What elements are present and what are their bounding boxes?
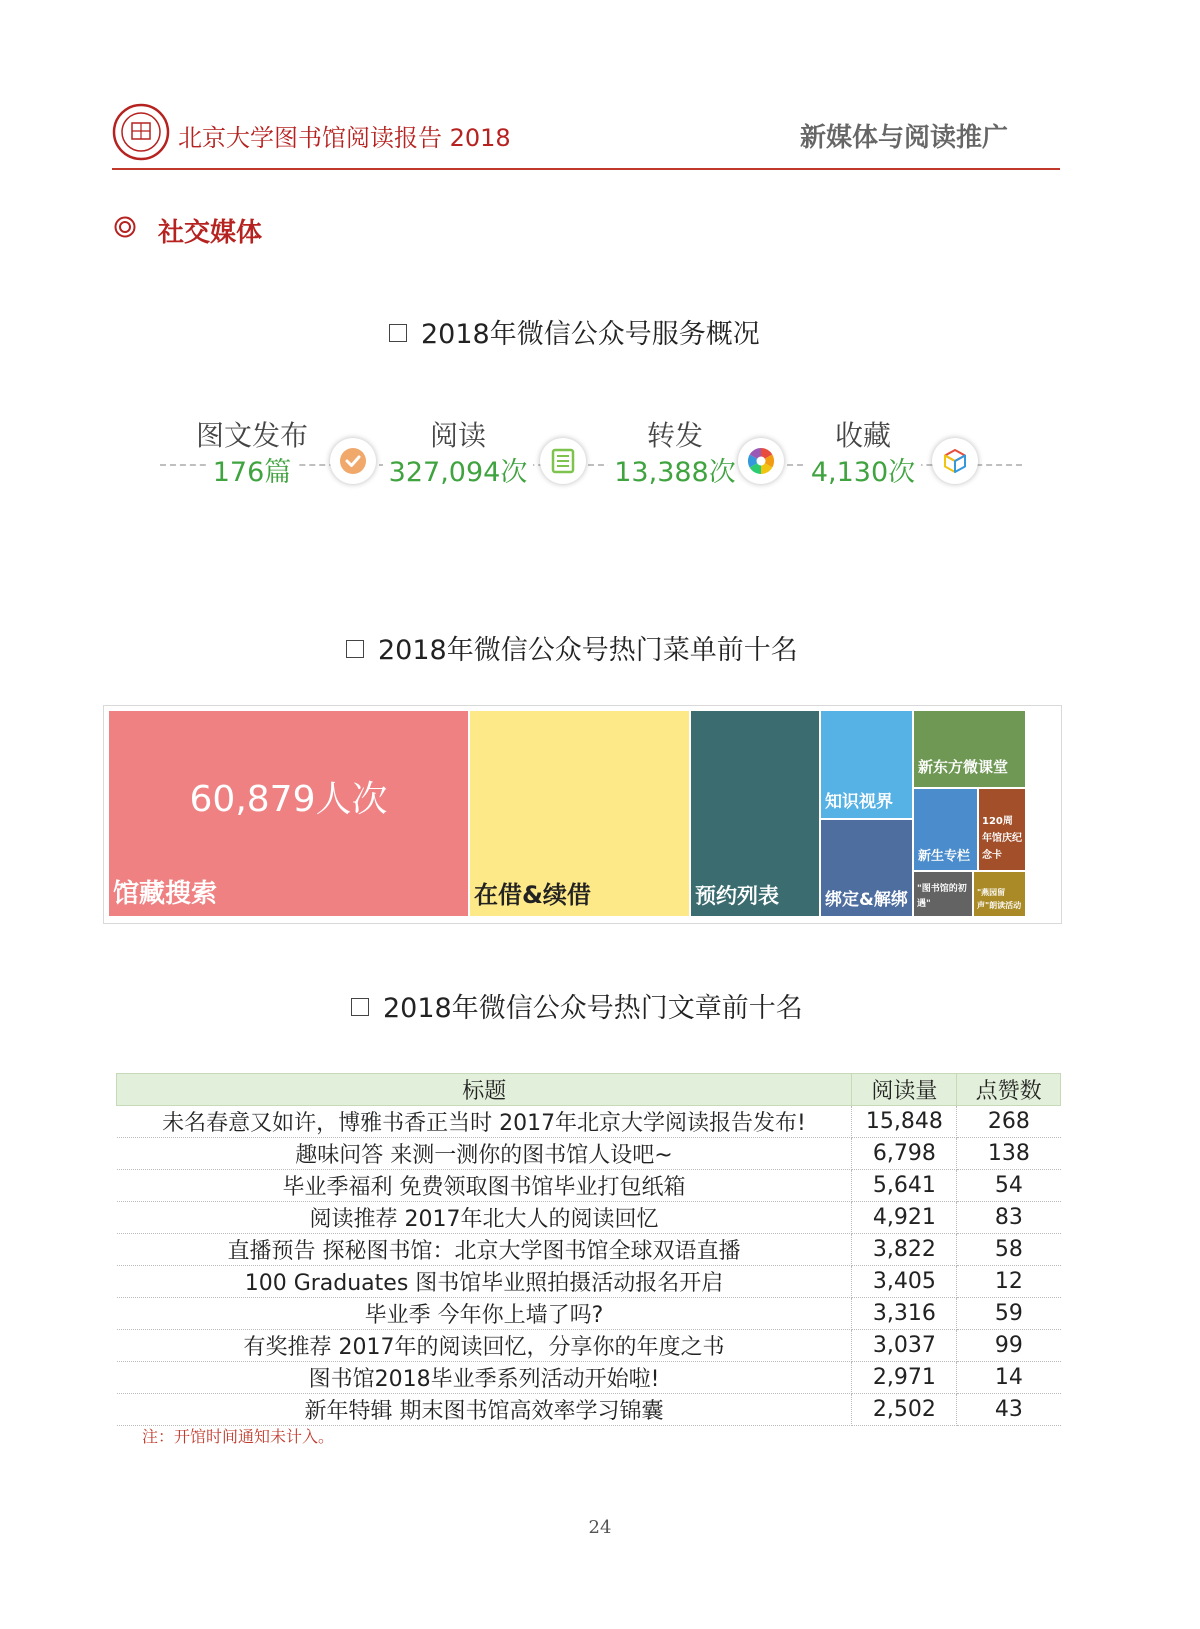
article-reads: 2,971 <box>852 1362 957 1394</box>
tile-knowledge-vision <box>820 710 913 819</box>
tile-label: 新东方微课堂 <box>918 758 1009 776</box>
table-row <box>117 1170 1061 1202</box>
stat-value: 176篇 <box>207 457 298 488</box>
article-title: 新年特辑 期末图书馆高效率学习锦囊 <box>117 1394 852 1426</box>
tile-freshman <box>913 788 978 871</box>
cube-icon <box>932 438 978 484</box>
library-logo <box>112 103 170 161</box>
tile-borrow-renew <box>469 710 690 917</box>
stat-label: 图文发布 <box>190 419 314 452</box>
article-likes: 14 <box>957 1362 1061 1394</box>
article-title: 图书馆2018毕业季系列活动开始啦! <box>117 1362 852 1394</box>
tile-label: 新生专栏 <box>918 849 971 864</box>
column-header-title: 标题 <box>117 1074 852 1106</box>
stat-reads <box>368 418 548 492</box>
tile-new-oriental <box>913 710 1026 788</box>
stat-value: 4,130次 <box>805 457 921 488</box>
square-bullet-icon <box>389 324 407 342</box>
tile-library-encounter <box>913 871 973 917</box>
article-title: 阅读推荐 2017年北大人的阅读回忆 <box>117 1202 852 1234</box>
table-row <box>117 1234 1061 1266</box>
document-icon <box>540 438 586 484</box>
page-number: 24 <box>588 1517 612 1538</box>
article-likes: 99 <box>957 1330 1061 1362</box>
tile-highlight-value: 60,879人次 <box>189 779 388 820</box>
square-bullet-icon <box>351 998 369 1016</box>
articles-subtitle: 2018年微信公众号热门文章前十名 <box>351 986 803 1025</box>
menu-treemap <box>103 705 1062 924</box>
article-reads: 3,037 <box>852 1330 957 1362</box>
article-reads: 3,822 <box>852 1234 957 1266</box>
section-title: 社交媒体 <box>158 218 263 248</box>
tile-label: 在借&续借 <box>474 881 591 909</box>
square-bullet-icon <box>346 640 364 658</box>
article-likes: 59 <box>957 1298 1061 1330</box>
tile-bind-unbind <box>820 819 913 917</box>
table-header-row <box>117 1074 1061 1106</box>
stat-favorites <box>788 418 938 492</box>
tile-label: 知识视界 <box>825 792 893 812</box>
tile-anniversary-card <box>978 788 1026 871</box>
article-title: 有奖推荐 2017年的阅读回忆，分享你的年度之书 <box>117 1330 852 1362</box>
stat-articles <box>182 418 322 492</box>
stat-shares <box>590 418 760 492</box>
tile-reservation-list <box>690 710 820 917</box>
article-title: 未名春意又如许，博雅书香正当时 2017年北京大学阅读报告发布! <box>117 1106 852 1138</box>
header-divider <box>112 168 1060 170</box>
tile-label: 绑定&解绑 <box>825 890 908 910</box>
stat-label: 收藏 <box>829 419 897 452</box>
double-circle-icon <box>114 216 136 238</box>
article-likes: 138 <box>957 1138 1061 1170</box>
tile-label: "燕园留声"朗读活动 <box>977 888 1022 910</box>
table-row <box>117 1266 1061 1298</box>
stat-value: 327,094次 <box>383 457 534 488</box>
article-title: 毕业季福利 免费领取图书馆毕业打包纸箱 <box>117 1170 852 1202</box>
report-title: 北京大学图书馆阅读报告 2018 <box>178 124 511 152</box>
tile-label: 120周年馆庆纪念卡 <box>982 816 1022 861</box>
chapter-title: 新媒体与阅读推广 <box>800 123 1009 153</box>
article-title: 100 Graduates 图书馆毕业照拍摄活动报名开启 <box>117 1266 852 1298</box>
article-reads: 6,798 <box>852 1138 957 1170</box>
tile-label: 预约列表 <box>695 884 779 908</box>
tile-label: 馆藏搜索 <box>113 879 218 909</box>
stat-label: 阅读 <box>424 419 492 452</box>
tile-label: "图书馆的初遇" <box>917 884 967 909</box>
article-likes: 43 <box>957 1394 1061 1426</box>
stats-row <box>160 418 1030 518</box>
tile-reading-aloud <box>973 871 1026 917</box>
article-likes: 268 <box>957 1106 1061 1138</box>
article-title: 毕业季 今年你上墙了吗? <box>117 1298 852 1330</box>
table-row <box>117 1202 1061 1234</box>
table-row <box>117 1362 1061 1394</box>
article-reads: 15,848 <box>852 1106 957 1138</box>
article-likes: 58 <box>957 1234 1061 1266</box>
article-likes: 54 <box>957 1170 1061 1202</box>
menu-subtitle: 2018年微信公众号热门菜单前十名 <box>346 628 798 667</box>
article-reads: 3,316 <box>852 1298 957 1330</box>
table-row <box>117 1394 1061 1426</box>
footnote: 注：开馆时间通知未计入。 <box>142 1427 335 1446</box>
table-row <box>117 1106 1061 1138</box>
article-reads: 5,641 <box>852 1170 957 1202</box>
column-header-likes: 点赞数 <box>957 1074 1061 1106</box>
table-row <box>117 1138 1061 1170</box>
column-header-reads: 阅读量 <box>852 1074 957 1106</box>
article-likes: 83 <box>957 1202 1061 1234</box>
stat-value: 13,388次 <box>608 457 741 488</box>
article-title: 趣味问答 来测一测你的图书馆人设吧~ <box>117 1138 852 1170</box>
table-row <box>117 1330 1061 1362</box>
article-reads: 4,921 <box>852 1202 957 1234</box>
overview-subtitle: 2018年微信公众号服务概况 <box>389 312 760 351</box>
article-reads: 3,405 <box>852 1266 957 1298</box>
aperture-icon <box>738 438 784 484</box>
table-row <box>117 1298 1061 1330</box>
article-reads: 2,502 <box>852 1394 957 1426</box>
top-articles-table <box>116 1073 1061 1426</box>
tile-collection-search <box>108 710 469 917</box>
article-likes: 12 <box>957 1266 1061 1298</box>
article-title: 直播预告 探秘图书馆：北京大学图书馆全球双语直播 <box>117 1234 852 1266</box>
stat-label: 转发 <box>641 419 709 452</box>
